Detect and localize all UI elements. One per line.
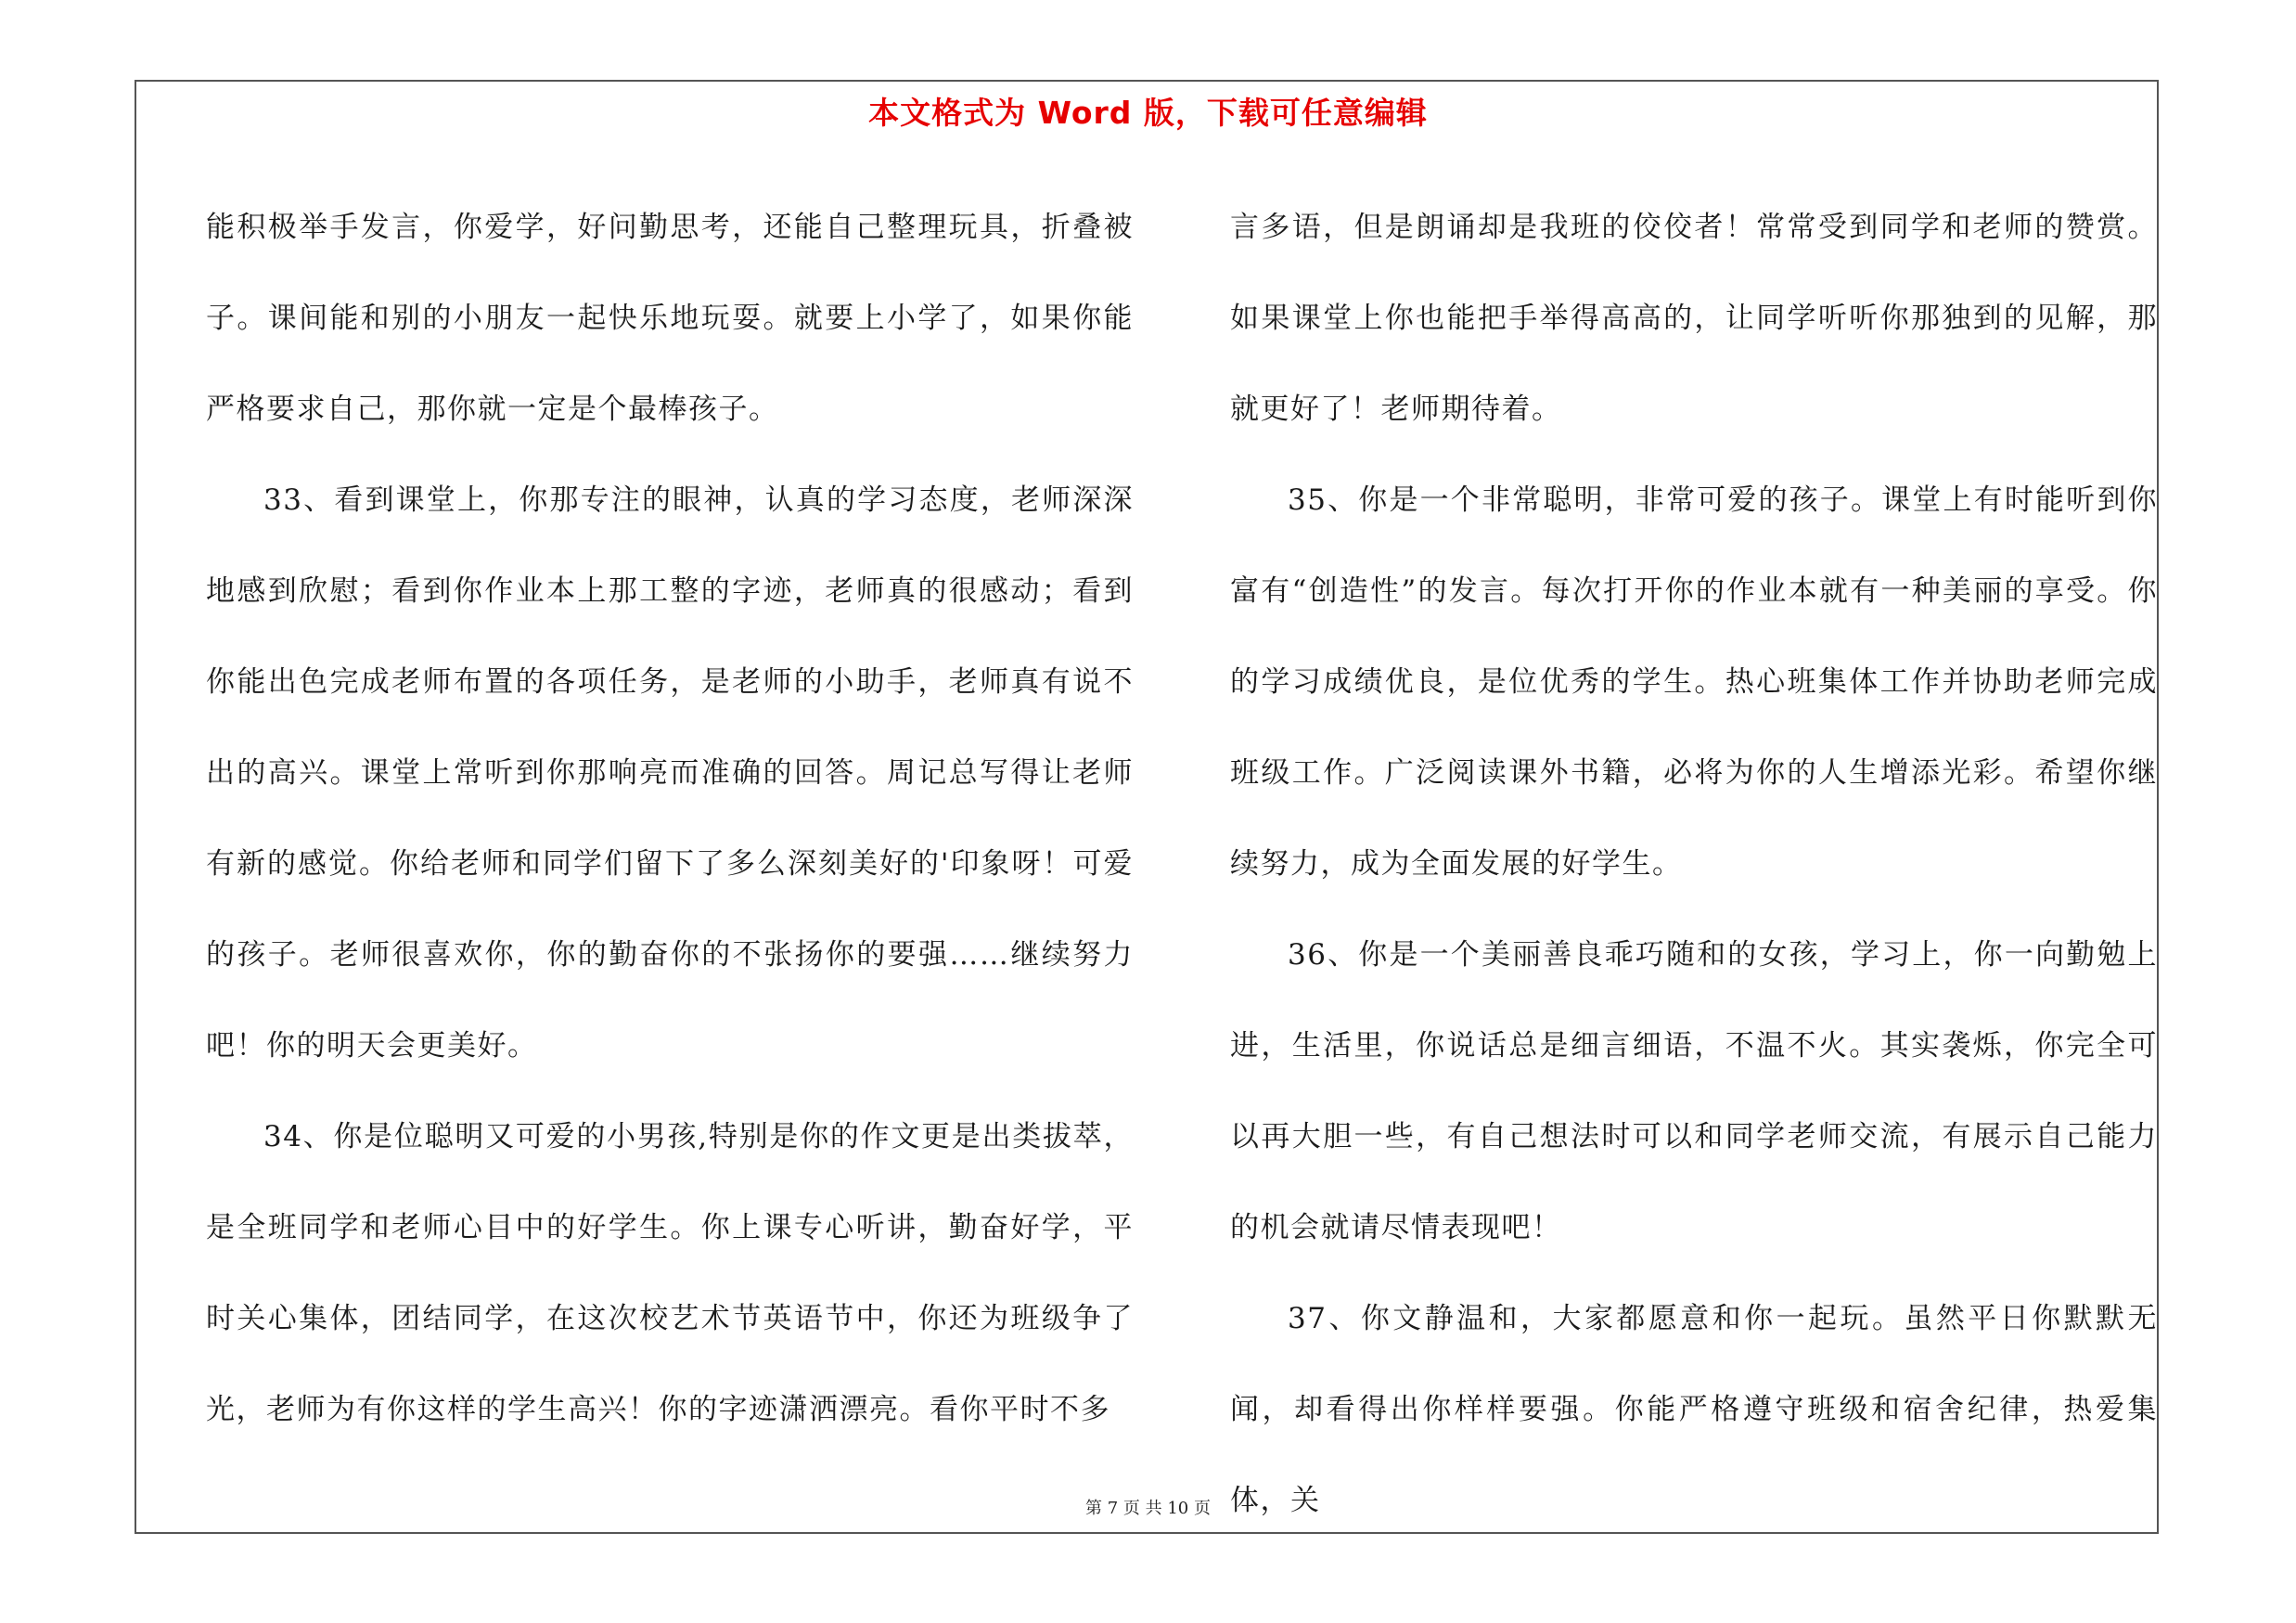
paragraph-comment-33: 33、看到课堂上，你那专注的眼神，认真的学习态度，老师深深地感到欣慰；看到你作业本上那工整的字迹，老师真的很感动；看到你能出色完成老师布置的各项任务，是老师的小助手，老师真有说不出的高兴。课堂上常听到你那响亮而准确的回答。周记总写得让老师有新的感觉。你给老师和同学们留下了多么深刻美好的'印象呀！可爱的孩子。老师很喜欢你，你的勤奋你的不张扬你的要强……继续努力吧！你的明天会更美好。	[206, 483, 1134, 1063]
paragraph-comment-34: 34、你是位聪明又可爱的小男孩,特别是你的作文更是出类拔萃，是全班同学和老师心目中的好学生。你上课专心听讲，勤奋好学，平时关心集体，团结同学，在这次校艺术节英语节中，你还为班级争了光，老师为有你这样的学生高兴！你的字迹潇洒漂亮。看你平时不多	[206, 1120, 1134, 1426]
right-text-column	[1230, 182, 2158, 1546]
paragraph-comment-36: 36、你是一个美丽善良乖巧随和的女孩，学习上，你一向勤勉上进，生活里，你说话总是细言细语，不温不火。其实袭烁，你完全可以再大胆一些，有自己想法时可以和同学老师交流，有展示自己能力的机会就请尽情表现吧！	[1230, 938, 2158, 1244]
paragraph-comment-35: 35、你是一个非常聪明，非常可爱的孩子。课堂上有时能听到你富有“创造性”的发言。每次打开你的作业本就有一种美丽的享受。你的学习成绩优良，是位优秀的学生。热心班集体工作并协助老师完成班级工作。广泛阅读课外书籍，必将为你的人生增添光彩。希望你继续努力，成为全面发展的好学生。	[1230, 483, 2158, 881]
paragraph-continuation: 能积极举手发言，你爱学，好问勤思考，还能自己整理玩具，折叠被子。课间能和别的小朋友一起快乐地玩耍。就要上小学了，如果你能严格要求自己，那你就一定是个最棒孩子。	[206, 211, 1134, 426]
left-text-column	[206, 182, 1134, 1455]
page-number: 第 7 页 共 10 页	[1085, 1499, 1211, 1518]
paragraph-continuation: 言多语，但是朗诵却是我班的佼佼者！常常受到同学和老师的赞赏。如果课堂上你也能把手举得高高的，让同学听听你那独到的见解，那就更好了！老师期待着。	[1230, 211, 2158, 426]
paragraph-comment-37: 37、你文静温和，大家都愿意和你一起玩。虽然平日你默默无闻，却看得出你样样要强。你能严格遵守班级和宿舍纪律，热爱集体，关	[1230, 1302, 2158, 1517]
word-format-banner: 本文格式为 Word 版，下载可任意编辑	[868, 95, 1428, 131]
